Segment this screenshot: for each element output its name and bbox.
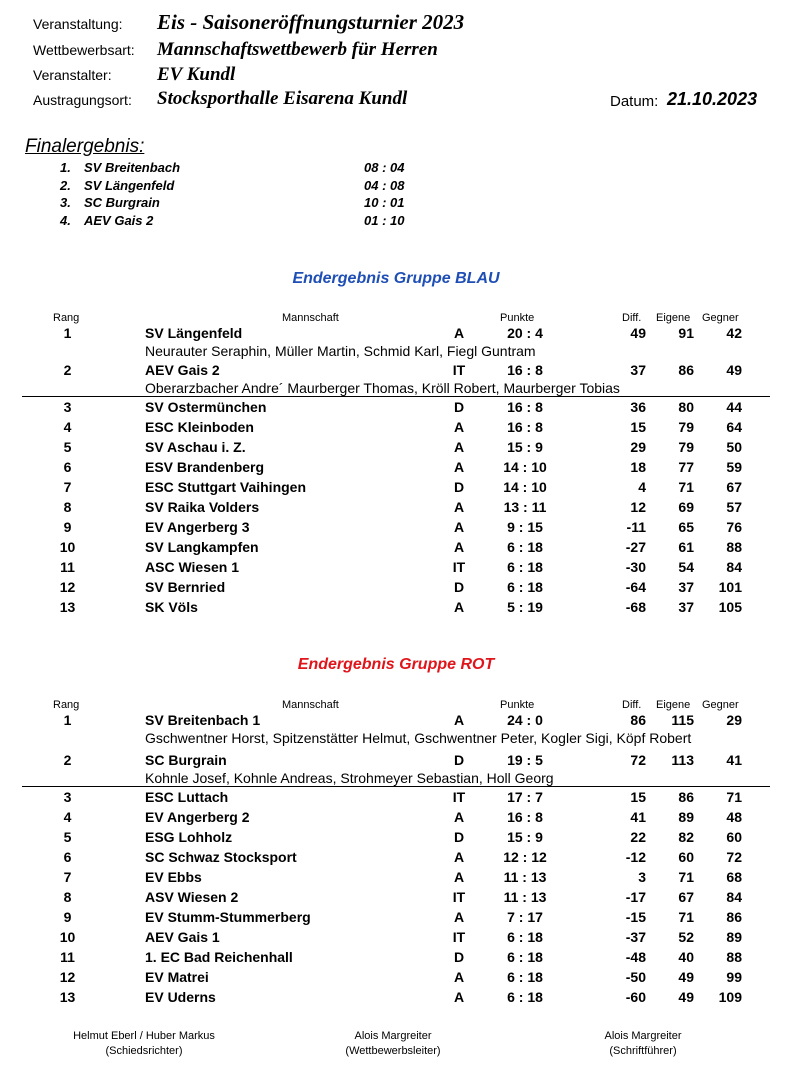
team-cell: 1. EC Bad Reichenhall [145,949,293,965]
type-value: Mannschaftswettbewerb für Herren [157,39,438,60]
diff-cell: -50 [625,969,646,985]
points-cell: 13 : 11 [503,499,547,515]
rank-cell: 7 [63,869,72,885]
diff-cell: 15 [630,419,646,435]
points-cell: 7 : 17 [507,909,543,925]
team-cell: EV Angerberg 3 [145,519,250,535]
points-cell: 6 : 18 [507,579,543,595]
col-points-header: Punkte [500,699,535,711]
opp-cell: 76 [726,519,742,535]
group-rot-divider [22,786,770,787]
own-cell: 71 [678,869,694,885]
diff-cell: -64 [625,579,646,595]
col-team-header: Mannschaft [282,699,339,711]
opp-cell: 101 [718,579,742,595]
points-cell: 5 : 19 [507,599,543,615]
opp-cell: 60 [726,829,742,845]
rank-cell: 9 [63,909,72,925]
own-cell: 91 [678,325,694,341]
own-cell: 52 [678,929,694,945]
region-cell: IT [452,929,466,945]
team-cell: EV Ebbs [145,869,202,885]
players-list: Oberarzbacher Andre´ Maurberger Thomas, Kröll Robert, Maurberger Tobias [145,380,620,396]
final-rank: 3. [60,195,71,210]
region-cell: A [453,969,465,985]
rank-cell: 13 [59,599,76,615]
diff-cell: -48 [625,949,646,965]
rank-cell: 1 [63,712,72,728]
diff-cell: -27 [625,539,646,555]
opp-cell: 48 [726,809,742,825]
rank-cell: 3 [63,399,72,415]
diff-cell: 4 [638,479,646,495]
opp-cell: 29 [726,712,742,728]
diff-cell: -37 [625,929,646,945]
date-value: 21.10.2023 [667,89,758,109]
opp-cell: 88 [726,539,742,555]
diff-cell: 37 [630,362,646,378]
table-row [0,949,800,969]
own-cell: 71 [678,479,694,495]
signature-role: (Schiedsrichter) [105,1045,183,1057]
diff-cell: -15 [625,909,646,925]
team-cell: SV Aschau i. Z. [145,439,246,455]
table-row [0,539,800,559]
opp-cell: 72 [726,849,742,865]
region-cell: A [453,499,465,515]
organizer-label: Veranstalter: [33,67,112,83]
points-cell: 16 : 8 [507,362,543,378]
opp-cell: 49 [726,362,742,378]
rank-cell: 11 [60,559,75,575]
points-cell: 11 : 13 [503,889,547,905]
group-rot-title: Endergebnis Gruppe ROT [297,656,495,673]
team-cell: SK Völs [145,599,198,615]
table-row [0,752,800,772]
own-cell: 71 [678,909,694,925]
team-cell: EV Uderns [145,989,216,1005]
table-row [0,849,800,869]
rank-cell: 11 [60,949,75,965]
team-cell: SV Ostermünchen [145,399,267,415]
diff-cell: 18 [630,459,646,475]
signature-name: Alois Margreiter [604,1030,682,1042]
own-cell: 80 [678,399,694,415]
own-cell: 69 [678,499,694,515]
diff-cell: -30 [625,559,646,575]
region-cell: A [453,539,465,555]
final-rank: 2. [60,177,71,193]
signature-role: (Wettbewerbsleiter) [345,1045,441,1057]
rank-cell: 5 [63,829,72,845]
organizer-value: EV Kundl [157,64,236,85]
own-cell: 113 [671,752,694,768]
final-rank: 1. [60,160,71,175]
rank-cell: 10 [59,929,76,945]
region-cell: A [453,909,465,925]
team-cell: SC Schwaz Stocksport [145,849,297,865]
opp-cell: 99 [726,969,742,985]
points-cell: 6 : 18 [507,929,543,945]
col-opp-header: Gegner [702,699,739,711]
rank-cell: 8 [63,499,72,515]
table-row [0,599,800,619]
opp-cell: 68 [726,869,742,885]
opp-cell: 50 [726,439,742,455]
col-own-header: Eigene [656,699,691,711]
region-cell: D [453,579,465,595]
col-opp-header: Gegner [702,312,739,324]
final-score: 01 : 10 [364,212,405,228]
team-cell: SV Breitenbach 1 [145,712,261,728]
region-cell: IT [452,889,466,905]
rank-cell: 9 [63,519,72,535]
table-row [0,362,800,382]
points-cell: 6 : 18 [507,949,543,965]
points-cell: 11 : 13 [503,869,547,885]
opp-cell: 64 [726,419,742,435]
date-label: Datum: [610,93,659,110]
table-row [0,869,800,889]
venue-label: Austragungsort: [33,92,132,108]
table-row [0,789,800,809]
diff-cell: 29 [630,439,646,455]
opp-cell: 57 [726,499,742,515]
rank-cell: 4 [63,809,72,825]
team-cell: SV Bernried [145,579,226,595]
points-cell: 6 : 18 [507,559,543,575]
diff-cell: -60 [625,989,646,1005]
diff-cell: 49 [630,325,646,341]
rank-cell: 12 [59,969,76,985]
diff-cell: 72 [630,752,646,768]
diff-cell: 41 [630,809,646,825]
final-score: 10 : 01 [364,195,405,210]
region-cell: A [453,809,465,825]
diff-cell: -17 [625,889,646,905]
points-cell: 6 : 18 [507,969,543,985]
table-row [0,829,800,849]
rank-cell: 5 [63,439,72,455]
event-label: Veranstaltung: [33,16,123,32]
col-diff-header: Diff. [622,312,642,324]
team-cell: ESG Lohholz [145,829,233,845]
opp-cell: 88 [726,949,742,965]
points-cell: 14 : 10 [503,479,547,495]
diff-cell: -12 [625,849,646,865]
region-cell: A [453,459,465,475]
region-cell: A [453,849,465,865]
diff-cell: 36 [630,399,646,415]
table-row [0,989,800,1009]
team-cell: ESC Kleinboden [145,419,254,435]
col-diff-header: Diff. [622,699,642,711]
own-cell: 37 [678,579,694,595]
opp-cell: 71 [726,789,742,805]
col-points-header: Punkte [500,312,535,324]
points-cell: 24 : 0 [507,712,543,728]
table-row [0,889,800,909]
region-cell: D [453,479,465,495]
rank-cell: 1 [63,325,72,341]
region-cell: IT [452,559,466,575]
table-row [0,969,800,989]
opp-cell: 84 [726,559,742,575]
region-cell: A [453,712,465,728]
points-cell: 15 : 9 [507,439,543,455]
own-cell: 61 [678,539,694,555]
players-list: Gschwentner Horst, Spitzenstätter Helmut, Gschwentner Peter, Kogler Sigi, Köpf Robert [145,730,692,746]
team-cell: SV Raika Volders [145,499,260,515]
diff-cell: 15 [630,789,646,805]
table-row [0,479,800,499]
table-row [0,809,800,829]
region-cell: D [453,752,465,768]
own-cell: 40 [678,949,694,965]
points-cell: 16 : 8 [507,399,543,415]
own-cell: 77 [678,459,694,475]
team-cell: EV Angerberg 2 [145,809,250,825]
opp-cell: 84 [726,889,742,905]
region-cell: IT [452,789,466,805]
col-rank-header: Rang [53,312,80,324]
opp-cell: 86 [726,909,742,925]
team-cell: ESC Luttach [145,789,229,805]
rank-cell: 13 [59,989,76,1005]
region-cell: A [453,599,465,615]
points-cell: 15 : 9 [507,829,543,845]
own-cell: 79 [678,439,694,455]
opp-cell: 41 [726,752,742,768]
players-list: Kohnle Josef, Kohnle Andreas, Strohmeyer Sebastian, Holl Georg [145,770,554,786]
own-cell: 65 [678,519,694,535]
final-team: SV Längenfeld [84,177,175,193]
opp-cell: 105 [718,599,742,615]
table-row [0,399,800,419]
team-cell: ASC Wiesen 1 [145,559,240,575]
rank-cell: 6 [63,459,72,475]
diff-cell: -68 [625,599,646,615]
own-cell: 89 [678,809,694,825]
venue-value: Stocksporthalle Eisarena Kundl [157,88,408,109]
table-row [0,419,800,439]
final-rank: 4. [60,212,71,228]
region-cell: A [453,439,465,455]
rank-cell: 10 [59,539,76,555]
own-cell: 67 [678,889,694,905]
final-team: SC Burgrain [84,195,160,210]
signature-name: Helmut Eberl / Huber Markus [73,1030,215,1042]
own-cell: 60 [678,849,694,865]
team-cell: ASV Wiesen 2 [145,889,239,905]
own-cell: 86 [678,362,694,378]
points-cell: 14 : 10 [503,459,547,475]
own-cell: 79 [678,419,694,435]
team-cell: AEV Gais 2 [145,362,220,378]
final-score: 08 : 04 [364,160,405,175]
points-cell: 16 : 8 [507,809,543,825]
diff-cell: 22 [630,829,646,845]
signature-name: Alois Margreiter [354,1030,432,1042]
own-cell: 54 [678,559,694,575]
rank-cell: 4 [63,419,72,435]
region-cell: A [453,869,465,885]
table-row [0,559,800,579]
rank-cell: 2 [63,362,72,378]
team-cell: ESV Brandenberg [145,459,265,475]
points-cell: 19 : 5 [507,752,543,768]
table-row [0,519,800,539]
col-rank-header: Rang [53,699,80,711]
own-cell: 82 [678,829,694,845]
table-row [0,499,800,519]
table-row [0,909,800,929]
region-cell: D [453,399,465,415]
final-team: SV Breitenbach [84,160,181,175]
table-row [0,712,800,732]
diff-cell: 86 [630,712,646,728]
event-value: Eis - Saisoneröffnungsturnier 2023 [157,10,465,34]
opp-cell: 42 [726,325,742,341]
opp-cell: 89 [726,929,742,945]
final-title: Finalergebnis: [25,136,145,157]
opp-cell: 44 [726,399,742,415]
region-cell: D [453,829,465,845]
points-cell: 20 : 4 [507,325,543,341]
team-cell: EV Matrei [145,969,209,985]
points-cell: 12 : 12 [503,849,547,865]
region-cell: D [453,949,465,965]
rank-cell: 7 [63,479,72,495]
rank-cell: 12 [59,579,76,595]
group-blau-divider [22,396,770,397]
own-cell: 115 [671,712,694,728]
table-row [0,459,800,479]
team-cell: SV Längenfeld [145,325,243,341]
team-cell: SC Burgrain [145,752,227,768]
signature-role: (Schriftführer) [609,1045,677,1057]
col-team-header: Mannschaft [282,312,339,324]
team-cell: AEV Gais 1 [145,929,220,945]
table-row [0,929,800,949]
diff-cell: 12 [630,499,646,515]
table-row [0,325,800,345]
final-score: 04 : 08 [364,177,405,193]
team-cell: ESC Stuttgart Vaihingen [145,479,307,495]
region-cell: IT [452,362,466,378]
rank-cell: 8 [63,889,72,905]
own-cell: 49 [678,969,694,985]
opp-cell: 59 [726,459,742,475]
rank-cell: 6 [63,849,72,865]
region-cell: A [453,419,465,435]
team-cell: EV Stumm-Stummerberg [145,909,311,925]
points-cell: 6 : 18 [507,539,543,555]
rank-cell: 2 [63,752,72,768]
opp-cell: 109 [718,989,742,1005]
final-team: AEV Gais 2 [84,212,154,228]
region-cell: A [453,989,465,1005]
own-cell: 37 [678,599,694,615]
team-cell: SV Langkampfen [145,539,259,555]
points-cell: 9 : 15 [507,519,543,535]
table-row [0,439,800,459]
group-blau-title: Endergebnis Gruppe BLAU [292,270,500,287]
points-cell: 17 : 7 [507,789,543,805]
diff-cell: -11 [626,519,646,535]
points-cell: 6 : 18 [507,989,543,1005]
points-cell: 16 : 8 [507,419,543,435]
players-list: Neurauter Seraphin, Müller Martin, Schmid Karl, Fiegl Guntram [145,343,536,359]
col-own-header: Eigene [656,312,691,324]
table-row [0,579,800,599]
own-cell: 86 [678,789,694,805]
type-label: Wettbewerbsart: [33,42,135,58]
region-cell: A [453,325,465,341]
opp-cell: 67 [726,479,742,495]
diff-cell: 3 [638,869,646,885]
own-cell: 49 [678,989,694,1005]
region-cell: A [453,519,465,535]
rank-cell: 3 [63,789,72,805]
